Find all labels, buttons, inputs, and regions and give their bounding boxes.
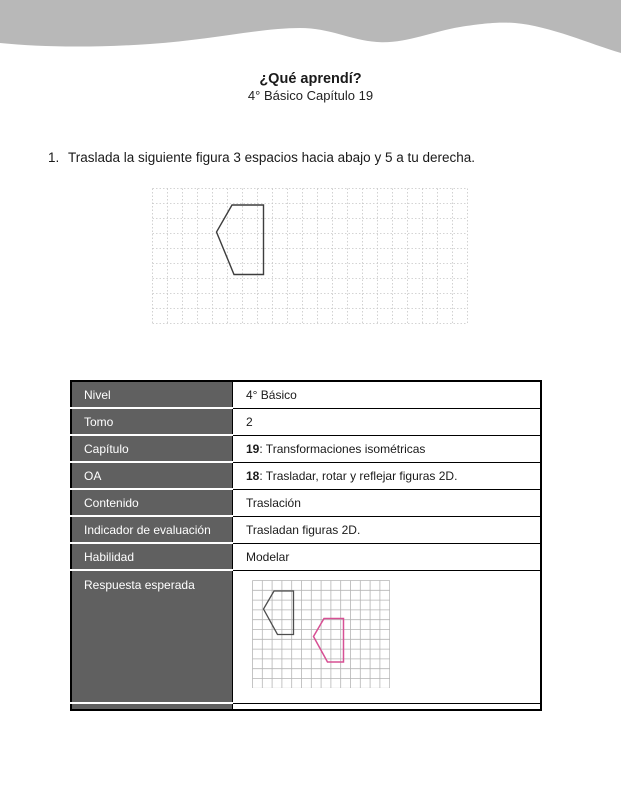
question-text: Traslada la siguiente figura 3 espacios hacia abajo y 5 a tu derecha. [68,150,476,165]
exercise-grid-figure [152,188,468,324]
table-value-empty [233,703,542,710]
table-row-tomo [71,408,541,435]
table-label-tomo: Tomo [71,408,233,435]
table-value-segment: 4° Básico [246,387,297,402]
table-value-oa [233,462,542,489]
answer-grid-figure [252,580,390,689]
table-value-segment: Trasladan figuras 2D. [246,522,361,537]
pentagon-original [263,591,293,634]
pentagon-translated [313,618,343,661]
table-label-capitulo: Capítulo [71,435,233,462]
table-value-segment: 2 [246,414,253,429]
table-label-empty [71,703,233,710]
table-value-nivel [233,381,542,408]
table-label-respuesta-esperada: Respuesta esperada [71,570,233,703]
table-row-habilidad [71,543,541,570]
question-number: 1. [48,150,60,165]
table-value-capitulo [233,435,542,462]
table-row-empty [71,703,541,710]
table-row-capitulo [71,435,541,462]
table-value-segment: : Transformaciones isométricas [259,441,426,456]
table-label-nivel: Nivel [71,381,233,408]
table-row-respuesta-esperada [71,570,541,703]
table-label-contenido: Contenido [71,489,233,516]
pentagon-original [217,205,264,275]
page-title: ¿Qué aprendí? [259,71,362,87]
table-value-segment: : Trasladar, rotar y reflejar figuras 2D. [259,468,458,483]
table-value-segment: 18 [246,468,260,483]
table-value-respuesta-esperada [233,570,542,703]
table-value-contenido [233,489,542,516]
title-block [0,71,621,104]
table-value-tomo [233,408,542,435]
table-row-contenido [71,489,541,516]
table-label-indicador-de-evaluacion: Indicador de evaluación [71,516,233,543]
table-value-segment: 19 [246,441,260,456]
table-label-habilidad: Habilidad [71,543,233,570]
table-row-oa [71,462,541,489]
header-wave-decoration [0,0,621,60]
page-subtitle: 4° Básico Capítulo 19 [247,88,374,103]
table-label-oa: OA [71,462,233,489]
table-value-segment: Modelar [246,549,290,564]
table-row-indicador-de-evaluacion [71,516,541,543]
table-value-indicador-de-evaluacion [233,516,542,543]
table-value-segment: Traslación [246,495,301,510]
table-row-nivel [71,381,541,408]
table-value-habilidad [233,543,542,570]
info-table [70,380,542,711]
question-1 [48,149,568,166]
